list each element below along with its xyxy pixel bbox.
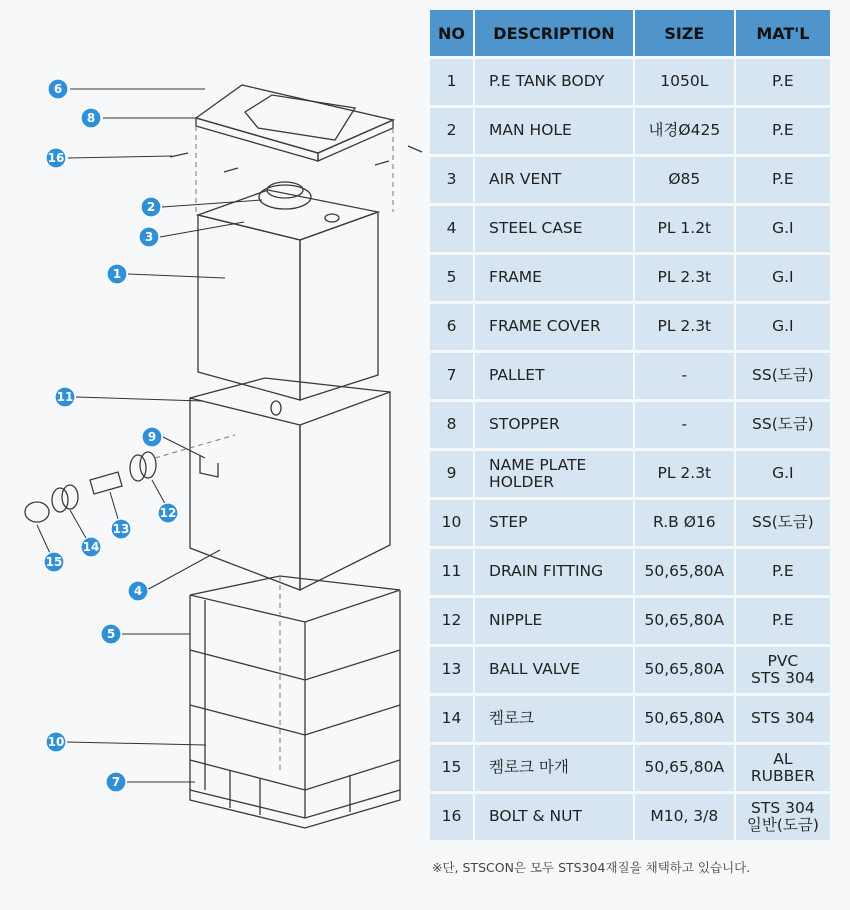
callout-label: 11	[56, 390, 74, 404]
cell-no: 11	[430, 549, 475, 595]
callout-10	[46, 732, 66, 752]
header-description: DESCRIPTION	[475, 10, 635, 56]
cell-description: STEEL CASE	[475, 206, 635, 252]
cell-size: M10, 3/8	[635, 794, 736, 840]
cell-no: 12	[430, 598, 475, 644]
callout-6	[48, 79, 68, 99]
callout-label: 15	[45, 555, 63, 569]
cell-no: 6	[430, 304, 475, 350]
callout-label: 5	[106, 627, 116, 641]
table-row	[430, 59, 830, 105]
cell-description: STEP	[475, 500, 635, 546]
pallet-part	[190, 760, 400, 828]
table-row	[430, 402, 830, 448]
callout-label: 8	[86, 111, 96, 125]
table-row	[430, 304, 830, 350]
footnote: ※단, STSCON은 모두 STS304재질을 채택하고 있습니다.	[432, 860, 751, 875]
cell-no: 5	[430, 255, 475, 301]
cell-material: G.I	[736, 451, 830, 497]
cell-no: 15	[430, 745, 475, 791]
cell-material: P.E	[736, 549, 830, 595]
cell-size: PL 2.3t	[635, 451, 736, 497]
header-no: NO	[430, 10, 475, 56]
fittings-parts	[25, 452, 156, 522]
callout-14	[81, 537, 101, 557]
cell-material: P.E	[736, 598, 830, 644]
cell-material: AL RUBBER	[736, 745, 830, 791]
parts-table-body	[430, 59, 830, 840]
callout-label: 9	[147, 430, 157, 444]
cell-size: PL 2.3t	[635, 255, 736, 301]
cell-description: P.E TANK BODY	[475, 59, 635, 105]
callout-1	[107, 264, 127, 284]
cell-description: 켐로크 마개	[475, 745, 635, 791]
parts-table	[430, 7, 830, 843]
callout-8	[81, 108, 101, 128]
cell-no: 14	[430, 696, 475, 742]
cell-material: P.E	[736, 59, 830, 105]
cell-size: PL 1.2t	[635, 206, 736, 252]
cell-no: 2	[430, 108, 475, 154]
cell-size: 50,65,80A	[635, 745, 736, 791]
callout-label: 14	[82, 540, 100, 554]
callout-9	[142, 427, 162, 447]
table-row	[430, 255, 830, 301]
cell-material: SS(도금)	[736, 353, 830, 399]
cell-material: P.E	[736, 157, 830, 203]
callout-label: 2	[146, 200, 156, 214]
callout-7	[106, 772, 126, 792]
cell-description: FRAME	[475, 255, 635, 301]
table-row	[430, 157, 830, 203]
cell-description: MAN HOLE	[475, 108, 635, 154]
table-row	[430, 696, 830, 742]
callout-label: 10	[47, 735, 65, 749]
cell-description: 켐로크	[475, 696, 635, 742]
callout-label: 6	[53, 82, 63, 96]
table-row	[430, 549, 830, 595]
callout-3	[139, 227, 159, 247]
steel-case-part	[190, 378, 390, 590]
alignment-lines	[155, 126, 393, 458]
cell-material: P.E	[736, 108, 830, 154]
cell-no: 10	[430, 500, 475, 546]
cell-size: 1050L	[635, 59, 736, 105]
cell-no: 4	[430, 206, 475, 252]
callout-label: 7	[111, 775, 121, 789]
cell-no: 7	[430, 353, 475, 399]
bolt-parts	[170, 146, 422, 172]
table-row	[430, 500, 830, 546]
callout-label: 4	[133, 584, 143, 598]
cell-no: 3	[430, 157, 475, 203]
cell-description: BALL VALVE	[475, 647, 635, 693]
cell-size: -	[635, 402, 736, 448]
cell-no: 16	[430, 794, 475, 840]
table-row	[430, 451, 830, 497]
cell-material: G.I	[736, 255, 830, 301]
cell-material: STS 304	[736, 696, 830, 742]
cell-size: 내경Ø425	[635, 108, 736, 154]
cell-size: 50,65,80A	[635, 696, 736, 742]
callout-13	[111, 519, 131, 539]
cell-material: PVC STS 304	[736, 647, 830, 693]
header-material: MAT'L	[736, 10, 830, 56]
callout-2	[141, 197, 161, 217]
callout-label: 13	[112, 522, 130, 536]
cell-no: 9	[430, 451, 475, 497]
callout-12	[158, 503, 178, 523]
frame-part	[190, 576, 400, 818]
callout-label: 16	[47, 151, 65, 165]
header-size: SIZE	[635, 10, 736, 56]
callout-5	[101, 624, 121, 644]
cell-description: AIR VENT	[475, 157, 635, 203]
cell-size: R.B Ø16	[635, 500, 736, 546]
cell-material: SS(도금)	[736, 500, 830, 546]
cell-size: -	[635, 353, 736, 399]
cell-size: 50,65,80A	[635, 647, 736, 693]
frame-cover-part	[196, 85, 393, 161]
cell-description: PALLET	[475, 353, 635, 399]
cell-description: DRAIN FITTING	[475, 549, 635, 595]
cell-size: 50,65,80A	[635, 549, 736, 595]
callout-15	[44, 552, 64, 572]
callout-4	[128, 581, 148, 601]
callout-label: 1	[112, 267, 122, 281]
callout-11	[55, 387, 75, 407]
tank-body-part	[198, 182, 378, 400]
cell-description: NAME PLATE HOLDER	[475, 451, 635, 497]
table-row	[430, 108, 830, 154]
cell-material: G.I	[736, 206, 830, 252]
cell-description: BOLT & NUT	[475, 794, 635, 840]
table-row	[430, 647, 830, 693]
cell-material: STS 304 일반(도금)	[736, 794, 830, 840]
callout-label: 12	[159, 506, 177, 520]
cell-material: SS(도금)	[736, 402, 830, 448]
table-row	[430, 206, 830, 252]
cell-material: G.I	[736, 304, 830, 350]
table-row	[430, 745, 830, 791]
table-row	[430, 598, 830, 644]
cell-size: PL 2.3t	[635, 304, 736, 350]
cell-no: 8	[430, 402, 475, 448]
table-header-row	[430, 10, 830, 56]
callout-16	[46, 148, 66, 168]
cell-size: Ø85	[635, 157, 736, 203]
cell-description: STOPPER	[475, 402, 635, 448]
cell-no: 13	[430, 647, 475, 693]
cell-description: NIPPLE	[475, 598, 635, 644]
cell-description: FRAME COVER	[475, 304, 635, 350]
callout-label: 3	[144, 230, 154, 244]
cell-size: 50,65,80A	[635, 598, 736, 644]
table-row	[430, 794, 830, 840]
cell-no: 1	[430, 59, 475, 105]
table-row	[430, 353, 830, 399]
